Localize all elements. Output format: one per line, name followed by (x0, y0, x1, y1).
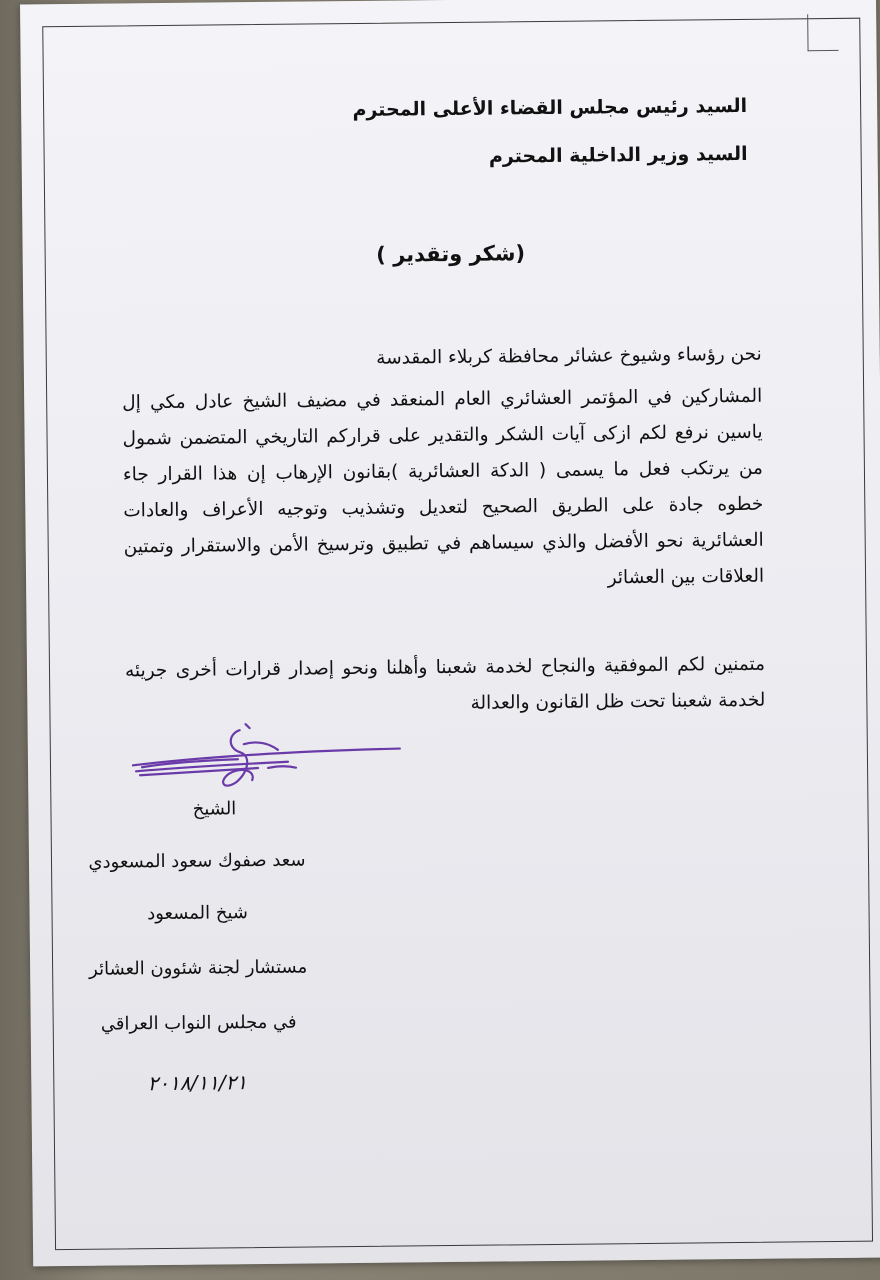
intro-paragraph: نحن رؤساء وشيوخ عشائر محافظة كربلاء المقدسة (376, 343, 762, 369)
signatory-role: شيخ المسعود (147, 902, 249, 925)
signatory-name: سعد صفوك سعود المسعودي (88, 849, 306, 873)
addressee-line-1: السيد رئيس مجلس القضاء الأعلى المحترم (352, 94, 748, 122)
letter-title: (شكر وتقدير ) (376, 241, 526, 267)
corner-fold-mark (807, 14, 838, 51)
signatory-position-1: مستشار لجنة شئوون العشائر (88, 956, 308, 980)
signatory-position-2: في مجلس النواب العراقي (100, 1011, 297, 1035)
document-page (20, 0, 880, 1266)
letter-date: ٢٠١٨/١١/٢١ (147, 1070, 248, 1096)
body-paragraph: المشاركين في المؤتمر العشائري العام المنعقد في مضيف الشيخ عادل مكي إل ياسين نرفع لكم ازكى آيات الشكر والتقدير على قراركم التاريخي المتضمن شمول من يرتكب فعل ما يسمى ( الدكة العشائرية )بقانون الإرهاب إن هذا القرار جاء خطوه جادة على الطريق الصحيح لتعديل وتشذيب وتوجيه الأعراف والعادات العشائرية نحو الأفضل والذي سيساهم في تطبيق وترسيخ الأمن والاستقرار وتمتين العلاقات بين العشائر (122, 385, 765, 589)
closing-paragraph: متمنين لكم الموفقية والنجاح لخدمة شعبنا وأهلنا ونحو إصدار قرارات أخرى جريئه لخدمة شعبنا تحت ظل القانون والعدالة (124, 653, 766, 714)
page-border (42, 18, 873, 1250)
signatory-title: الشيخ (192, 798, 237, 820)
addressee-line-2: السيد وزير الداخلية المحترم (488, 142, 748, 168)
handwritten-signature (128, 720, 419, 803)
